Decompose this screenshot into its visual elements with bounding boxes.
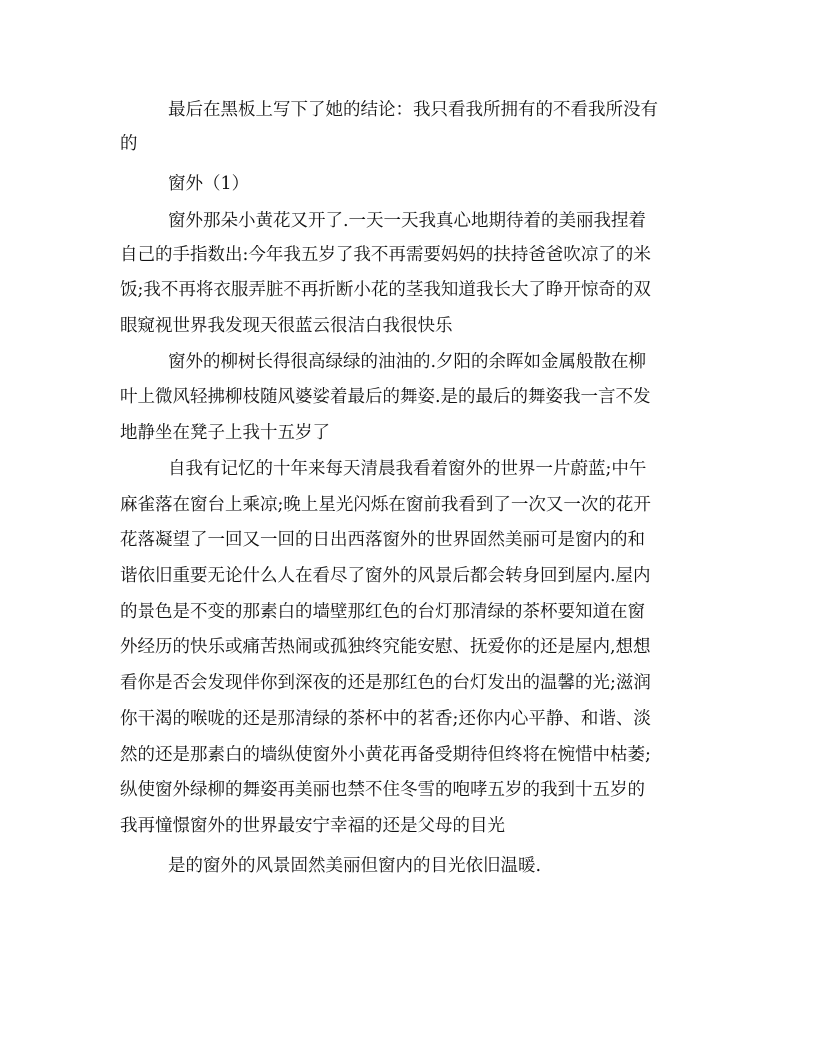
text-line: 自我有记忆的十年来每天清晨我看着窗外的世界一片蔚蓝;中午 [168,459,647,479]
text-line: 窗外的柳树长得很高绿绿的油油的.夕阳的余晖如金属般散在柳 [168,352,647,372]
text-line: 是的窗外的风景固然美丽但窗内的目光依旧温暖. [168,856,542,876]
text-line: 外经历的快乐或痛苦热闹或孤独终究能安慰、抚爱你的还是屋内,想想 [120,637,651,657]
text-line: 谐依旧重要无论什么人在看尽了窗外的风景后都会转身回到屋内.屋内 [120,566,651,586]
text-line: 你干渴的喉咙的还是那清绿的茶杯中的茗香;还你内心平静、和谐、淡 [120,709,651,729]
text-line: 我再憧憬窗外的世界最安宁幸福的还是父母的目光 [120,816,505,836]
text-line: 最后在黑板上写下了她的结论：我只看我所拥有的不看我所没有 [168,100,658,120]
text-line: 的 [120,134,138,154]
text-line: 叶上微风轻拂柳枝随风婆娑着最后的舞姿.是的最后的舞姿我一言不发 [120,387,651,407]
text-line: 纵使窗外绿柳的舞姿再美丽也禁不住冬雪的咆哮五岁的我到十五岁的 [120,780,645,800]
text-line: 看你是否会发现伴你到深夜的还是那红色的台灯发出的温馨的光;滋润 [120,673,651,693]
text-line: 地静坐在凳子上我十五岁了 [120,423,330,443]
text-line: 饭;我不再将衣服弄脏不再折断小花的茎我知道我长大了睁开惊奇的双 [120,280,651,300]
text-line: 眼窥视世界我发现天很蓝云很洁白我很快乐 [120,316,453,336]
text-line: 然的还是那素白的墙纵使窗外小黄花再备受期待但终将在惋惜中枯萎; [120,745,651,765]
text-line: 麻雀落在窗台上乘凉;晚上星光闪烁在窗前我看到了一次又一次的花开 [120,495,651,515]
text-line: 花落凝望了一回又一回的日出西落窗外的世界固然美丽可是窗内的和 [120,530,645,550]
text-line: 自己的手指数出:今年我五岁了我不再需要妈妈的扶持爸爸吹凉了的米 [120,245,651,265]
section-heading: 窗外（1） [168,174,250,194]
text-line: 窗外那朵小黄花又开了.一天一天我真心地期待着的美丽我捏着 [168,211,647,231]
text-line: 的景色是不变的那素白的墙壁那红色的台灯那清绿的茶杯要知道在窗 [120,602,645,622]
